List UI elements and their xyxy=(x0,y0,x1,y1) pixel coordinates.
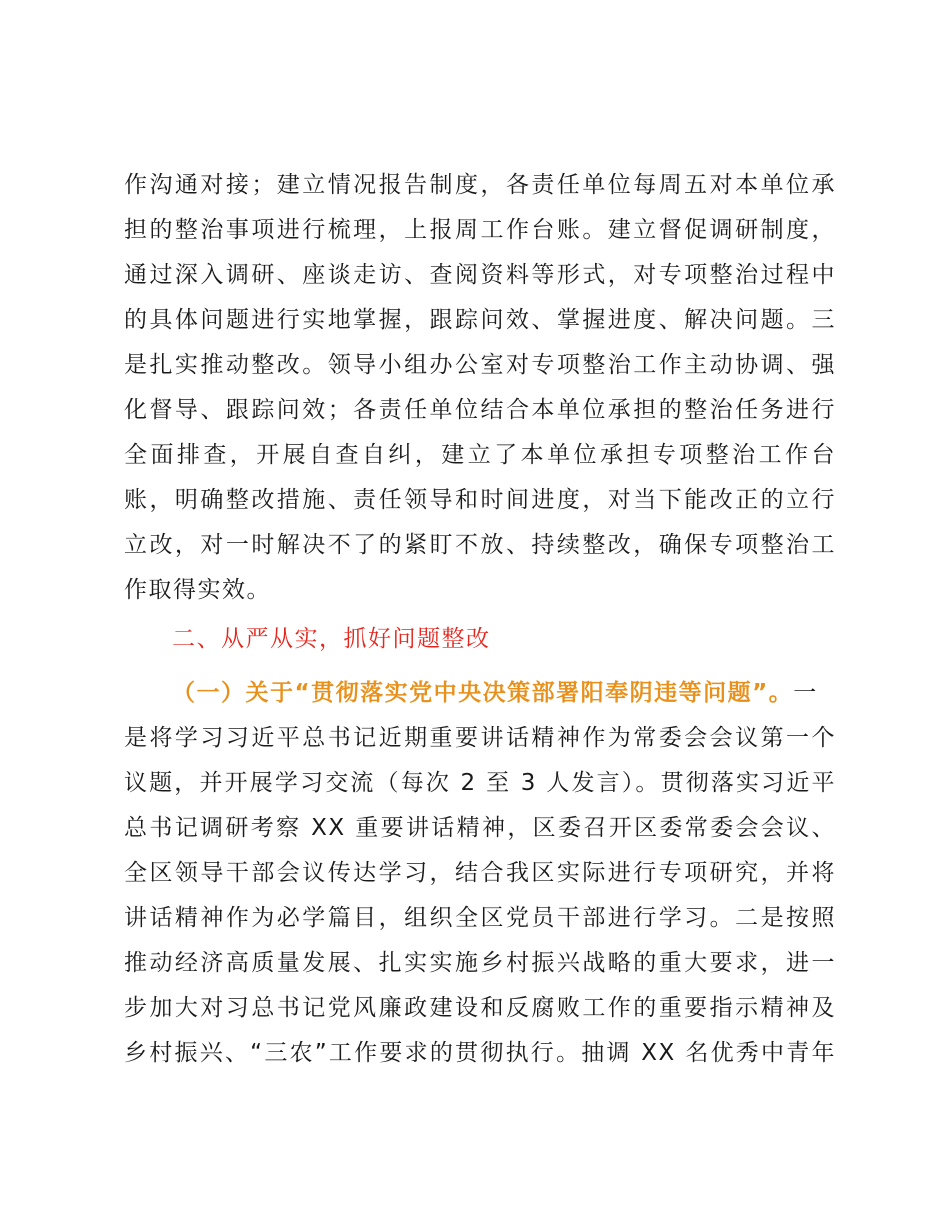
paragraph-line: 是扎实推动整改。领导小组办公室对专项整治工作主动协调、强 xyxy=(124,352,836,378)
paragraph-line: 全区领导干部会议传达学习，结合我区实际进行专项研究，并将 xyxy=(124,860,836,886)
paragraph-line: 是将学习习近平总书记近期重要讲话精神作为常委会会议第一个 xyxy=(124,725,836,751)
paragraph-line: 的具体问题进行实地掌握，跟踪问效、掌握进度、解决问题。三 xyxy=(124,307,836,333)
section-heading: 二、从严从实，抓好问题整改 xyxy=(172,626,491,652)
paragraph-1 xyxy=(124,163,836,613)
subsection-body xyxy=(124,716,836,1076)
paragraph-line: 全面排查，开展自查自纠，建立了本单位承担专项整治工作台 xyxy=(124,442,836,468)
paragraph-line: 总书记调研考察 XX 重要讲话精神，区委召开区委常委会会议、 xyxy=(124,815,836,841)
paragraph-line: 讲话精神作为必学篇目，组织全区党员干部进行学习。二是按照 xyxy=(124,905,836,931)
paragraph-line: 推动经济高质量发展、扎实实施乡村振兴战略的重大要求，进一 xyxy=(124,950,836,976)
paragraph-line: 通过深入调研、座谈走访、查阅资料等形式，对专项整治过程中 xyxy=(124,262,836,288)
paragraph-line: 乡村振兴、“三农”工作要求的贯彻执行。抽调 XX 名优秀中青年 xyxy=(124,1040,836,1066)
paragraph-line: 账，明确整改措施、责任领导和时间进度，对当下能改正的立行 xyxy=(124,487,836,513)
paragraph-line: 作沟通对接；建立情况报告制度，各责任单位每周五对本单位承 xyxy=(124,172,836,198)
paragraph-line: 化督导、跟踪问效；各责任单位结合本单位承担的整治任务进行 xyxy=(124,397,836,423)
subsection-first-line-tail: 一 xyxy=(793,680,818,706)
paragraph-line: 立改，对一时解决不了的紧盯不放、持续整改，确保专项整治工 xyxy=(124,532,836,558)
paragraph-line: 步加大对习总书记党风廉政建设和反腐败工作的重要指示精神及 xyxy=(124,995,836,1021)
subsection-first-line xyxy=(124,671,836,716)
subsection-title: （一）关于“贯彻落实党中央决策部署阳奉阴违等问题”。 xyxy=(172,680,794,706)
paragraph-line: 议题，并开展学习交流（每次 2 至 3 人发言）。贯彻落实习近平 xyxy=(124,770,836,796)
paragraph-line: 担的整治事项进行梳理，上报周工作台账。建立督促调研制度， xyxy=(124,217,836,243)
paragraph-line: 作取得实效。 xyxy=(124,577,271,603)
